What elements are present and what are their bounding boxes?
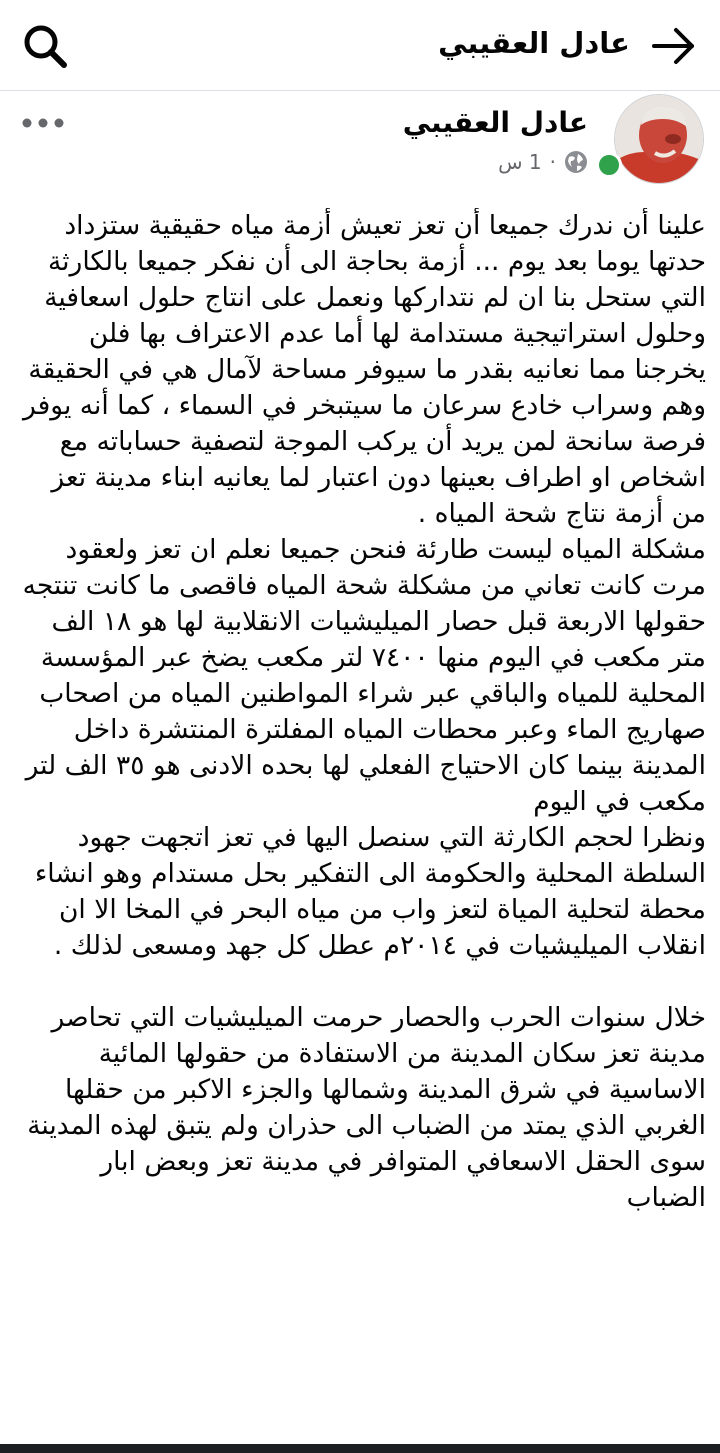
globe-icon — [564, 150, 588, 174]
post-paragraph: علينا أن ندرك جميعا أن تعز تعيش أزمة مياه حقيقية ستزداد حدتها يوما بعد يوم ... أزمة بحاجة الى أن نفكر جميعا بالكارثة التي ستحل بنا ان لم نتداركها ونعمل على انتاج حلول اسعافية وحلول استراتيجية مستدامة لها أما عدم الاعتراف بها فلن يخرجنا مما نعانيه بقدر ما سيوفر مساحة لآمال هي في الحقيقة وهم وسراب خادع سرعان ما سيتبخر في السماء ، كما أنه يوفر فرصة سانحة لمن يريد أن يركب الموجة لتصفية حساباته مع اشخاص او اطراف بعينها دون اعتبار لما يعانيه ابناء مدينة تعز من أزمة نتاج شحة المياه . — [23, 210, 706, 529]
post-meta — [498, 148, 588, 176]
avatar[interactable] — [614, 94, 704, 184]
profile-photo — [615, 95, 703, 183]
post-paragraph: ونظرا لحجم الكارثة التي سنصل اليها في تعز اتجهت جهود السلطة المحلية والحكومة الى التفكير بحل مستدام وهو انشاء محطة لتحلية المياة لتعز واب من مياه البحر في المخا الا ان انقلاب الميليشيات في ٢٠١٤م عطل كل جهد ومسعى لذلك . — [34, 822, 706, 961]
meta-separator: · — [549, 150, 556, 174]
paragraph-gap — [14, 964, 706, 1000]
online-status-indicator — [596, 152, 622, 178]
post-paragraph: مشكلة المياه ليست طارئة فنحن جميعا نعلم ان تعز ولعقود مرت كانت تعاني من مشكلة شحة المياه فاقصى ما كانت تنتجه حقولها الاربعة قبل حصار الميليشيات الانقلابية لها هو ١٨ الف متر مكعب في اليوم منها ٧٤٠٠ لتر مكعب يضخ عبر المؤسسة المحلية للمياه والباقي عبر شراء المواطنين المياه من اصحاب صهاريج الماء وعبر محطات المياه المفلترة المنتشرة داخل المدينة بينما كان الاحتياج الفعلي لها بحده الادنى هو ٣٥ الف لتر مكعب في اليوم — [22, 534, 706, 817]
post-time[interactable]: 1 س — [498, 150, 542, 174]
search-icon — [20, 22, 70, 70]
arrow-right-icon — [650, 24, 698, 68]
more-options-button[interactable] — [20, 108, 66, 138]
back-button[interactable] — [650, 24, 698, 68]
post-paragraph: خلال سنوات الحرب والحصار حرمت الميليشيات التي تحاصر مدينة تعز سكان المدينة من الاستفادة من حقولها المائية الاساسية في شرق المدينة وشمالها والجزء الاكبر من حقلها الغربي الذي يمتد من الضباب الى حذران ولم يتبق لهذه المدينة سوى الحقل الاسعافي المتوافر في مدينة تعز وبعض ابار الضباب — [27, 1002, 706, 1213]
bottom-divider — [0, 1444, 720, 1453]
post-text — [14, 208, 706, 1438]
top-bar — [0, 0, 720, 91]
search-button[interactable] — [20, 22, 70, 70]
more-horizontal-icon — [20, 108, 66, 138]
page-title: عادل العقيبي — [438, 26, 630, 60]
post-author-name[interactable]: عادل العقيبي — [402, 106, 588, 139]
